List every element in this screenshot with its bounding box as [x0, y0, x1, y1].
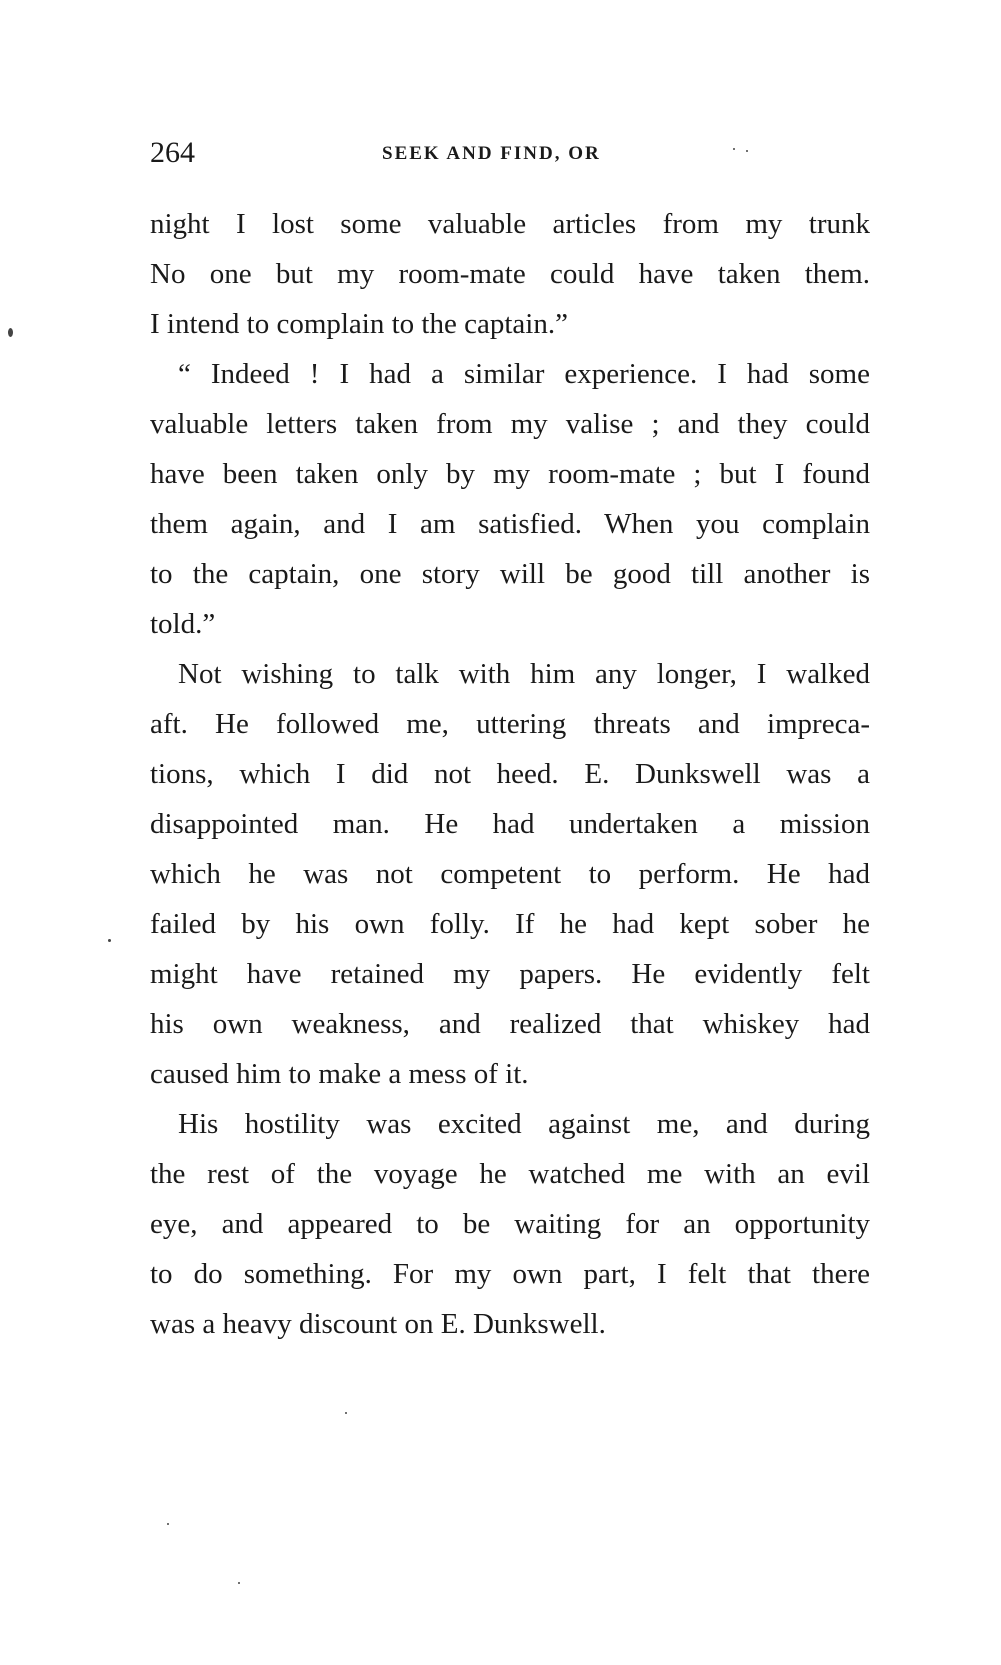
text-line: to the captain, one story will be good till another is	[150, 558, 870, 590]
paragraph	[150, 649, 870, 1099]
running-title: SEEK AND FIND, OR	[382, 143, 601, 164]
paragraph	[150, 199, 870, 349]
scan-speck	[167, 1523, 169, 1525]
text-line: His hostility was excited against me, and during	[178, 1108, 870, 1140]
text-line: Not wishing to talk with him any longer, I walked	[178, 658, 870, 690]
text-line: might have retained my papers. He evidently felt	[150, 958, 870, 990]
scan-speck	[8, 328, 13, 337]
scan-speck	[345, 1412, 347, 1414]
text-line: which he was not competent to perform. He had	[150, 858, 870, 890]
text-line: the rest of the voyage he watched me with an evil	[150, 1158, 870, 1190]
page-number: 264	[150, 136, 195, 169]
text-line: his own weakness, and realized that whiskey had	[150, 1008, 870, 1040]
scan-speck	[746, 150, 748, 152]
paragraph	[150, 349, 870, 649]
text-line: night I lost some valuable articles from my trunk	[150, 208, 870, 240]
body-text	[150, 199, 870, 1349]
text-line: caused him to make a mess of it.	[150, 1058, 529, 1090]
text-line: have been taken only by my room-mate ; but I found	[150, 458, 870, 490]
running-head	[150, 137, 870, 169]
text-line: failed by his own folly. If he had kept sober he	[150, 908, 870, 940]
text-line: eye, and appeared to be waiting for an opportunity	[150, 1208, 870, 1240]
text-line: tions, which I did not heed. E. Dunkswell was a	[150, 758, 870, 790]
text-line: disappointed man. He had undertaken a mission	[150, 808, 870, 840]
text-line: aft. He followed me, uttering threats and impreca-	[150, 708, 870, 740]
text-line: “ Indeed ! I had a similar experience. I had some	[178, 358, 870, 390]
text-line: was a heavy discount on E. Dunkswell.	[150, 1308, 606, 1340]
scan-speck	[238, 1582, 240, 1584]
text-line: valuable letters taken from my valise ; and they could	[150, 408, 870, 440]
scan-speck	[733, 148, 735, 150]
paragraph	[150, 1099, 870, 1349]
scan-speck	[108, 939, 111, 942]
text-line: told.”	[150, 608, 216, 640]
text-line: I intend to complain to the captain.”	[150, 308, 568, 340]
text-line: to do something. For my own part, I felt that there	[150, 1258, 870, 1290]
text-line: them again, and I am satisfied. When you complain	[150, 508, 870, 540]
text-line: No one but my room-mate could have taken them.	[150, 258, 870, 290]
